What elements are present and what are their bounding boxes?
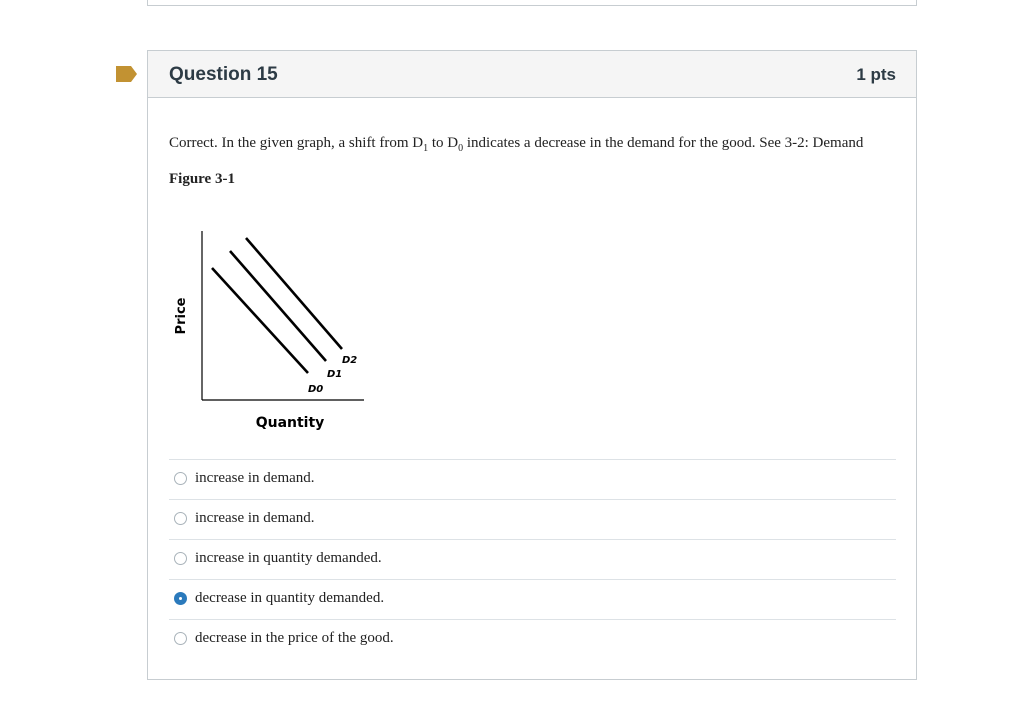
question-body bbox=[169, 131, 896, 188]
demand-curve-d2 bbox=[246, 238, 342, 349]
label-d0: D0 bbox=[308, 384, 324, 395]
y-axis-label: Price bbox=[174, 297, 189, 335]
question-points: 1 pts bbox=[856, 65, 896, 84]
answer-label: increase in demand. bbox=[195, 470, 315, 486]
answer-label: increase in demand. bbox=[195, 510, 315, 526]
answer-label: increase in quantity demanded. bbox=[195, 550, 382, 566]
answer-radio[interactable] bbox=[174, 552, 187, 565]
answer-radio[interactable] bbox=[174, 592, 187, 605]
question-card bbox=[147, 50, 917, 680]
answer-list bbox=[169, 459, 896, 659]
previous-question-box bbox=[147, 0, 917, 6]
demand-curve-d1 bbox=[230, 251, 326, 361]
label-d1: D1 bbox=[327, 369, 343, 380]
label-d2: D2 bbox=[342, 355, 358, 366]
x-axis-label: Quantity bbox=[255, 415, 325, 431]
answer-radio[interactable] bbox=[174, 632, 187, 645]
question-header bbox=[148, 51, 916, 98]
answer-label: decrease in the price of the good. bbox=[195, 630, 394, 646]
figure-title: Figure 3-1 bbox=[169, 171, 235, 187]
answer-radio[interactable] bbox=[174, 472, 187, 485]
answer-radio[interactable] bbox=[174, 512, 187, 525]
demand-graph bbox=[168, 227, 368, 437]
answer-option[interactable] bbox=[169, 619, 896, 659]
answer-label: decrease in quantity demanded. bbox=[195, 590, 385, 606]
feedback-text: Correct. In the given graph, a shift from $D_1$ to $D_0$ indicates a decrease in the demand for the good. See 3-2: Demand bbox=[169, 135, 864, 154]
question-title: Question 15 bbox=[169, 64, 278, 85]
flag-icon[interactable] bbox=[116, 66, 137, 82]
answer-option[interactable] bbox=[169, 459, 896, 499]
answer-option[interactable] bbox=[169, 499, 896, 539]
answer-option[interactable] bbox=[169, 579, 896, 619]
answer-option[interactable] bbox=[169, 539, 896, 579]
